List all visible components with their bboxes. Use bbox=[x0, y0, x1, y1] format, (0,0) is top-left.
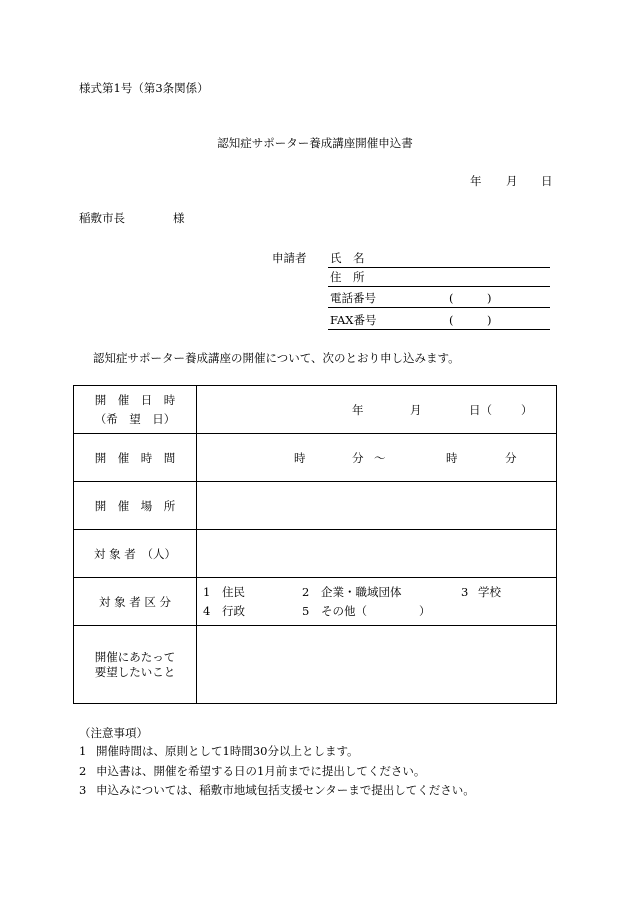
category-options bbox=[197, 578, 556, 625]
row-category bbox=[74, 578, 556, 626]
applicant-fax-label: FAX番号 bbox=[330, 313, 377, 327]
row-venue bbox=[74, 482, 556, 530]
note-3-text: 申込みについては、稲敷市地域包括支援センターまで提出してください。 bbox=[96, 783, 475, 797]
note-2-number: 2 bbox=[79, 764, 87, 778]
venue-label-text: 開 催 場 所 bbox=[94, 498, 176, 513]
requests-input[interactable] bbox=[197, 626, 556, 703]
requests-label-line1: 開催にあたって bbox=[94, 649, 176, 664]
option-4-text[interactable]: 行政 bbox=[222, 604, 245, 618]
fax-paren-close: ) bbox=[487, 313, 492, 327]
end-hour-label: 時 bbox=[446, 451, 458, 465]
applicant-name-label: 氏 名 bbox=[330, 251, 365, 265]
venue-label bbox=[74, 482, 197, 529]
row-schedule-date bbox=[74, 386, 556, 434]
option-5-text[interactable]: その他（ bbox=[321, 604, 367, 618]
row-participants bbox=[74, 530, 556, 578]
option-1-number: 1 bbox=[203, 585, 211, 599]
schedule-time-label bbox=[74, 434, 197, 481]
fax-paren-open: ( bbox=[449, 313, 454, 327]
note-2-text: 申込書は、開催を希望する日の1月前までに提出してください。 bbox=[96, 764, 426, 778]
schedule-month-label: 月 bbox=[410, 403, 422, 417]
start-hour-label: 時 bbox=[294, 451, 306, 465]
note-1-text: 開催時間は、原則として1時間30分以上とします。 bbox=[96, 744, 359, 758]
applicant-address-label: 住 所 bbox=[330, 270, 365, 284]
schedule-date-label-line1: 開 催 日 時 bbox=[94, 392, 176, 407]
option-2-number: 2 bbox=[302, 585, 310, 599]
applicant-fax-field[interactable] bbox=[328, 312, 550, 330]
applicant-address-field[interactable] bbox=[328, 269, 550, 287]
note-3-number: 3 bbox=[79, 783, 87, 797]
schedule-time-label-text: 開 催 時 間 bbox=[94, 450, 176, 465]
schedule-date-label bbox=[74, 386, 197, 433]
notes-heading: （注意事項） bbox=[79, 726, 148, 740]
option-5-close: ） bbox=[419, 604, 431, 618]
category-label-text: 対 象 者 区 分 bbox=[98, 594, 172, 609]
schedule-date-input[interactable] bbox=[197, 386, 556, 433]
addressee-name: 稲敷市長 bbox=[79, 211, 125, 225]
phone-paren-open: ( bbox=[449, 291, 454, 305]
row-requests bbox=[74, 626, 556, 703]
date-month-label: 月 bbox=[506, 174, 518, 188]
schedule-date-label-line2: （希 望 日） bbox=[94, 411, 176, 426]
venue-input[interactable] bbox=[197, 482, 556, 529]
applicant-name-field[interactable] bbox=[328, 250, 550, 268]
option-2-text[interactable]: 企業・職域団体 bbox=[321, 585, 402, 599]
start-minute-label: 分 bbox=[352, 451, 364, 465]
option-1-text[interactable]: 住民 bbox=[222, 585, 245, 599]
category-label bbox=[74, 578, 197, 625]
note-1-number: 1 bbox=[79, 744, 87, 758]
option-3-text[interactable]: 学校 bbox=[478, 585, 501, 599]
requests-label-line2: 要望したいこと bbox=[94, 664, 176, 679]
applicant-phone-label: 電話番号 bbox=[330, 291, 376, 305]
date-day-label: 日 bbox=[541, 174, 553, 188]
schedule-day-label: 日（ bbox=[469, 403, 492, 417]
schedule-weekday-close: ） bbox=[521, 403, 533, 417]
participants-label bbox=[74, 530, 197, 577]
form-number: 様式第1号（第3条関係） bbox=[79, 81, 209, 95]
addressee-honorific: 様 bbox=[173, 211, 185, 225]
applicant-label: 申請者 bbox=[272, 251, 307, 265]
option-3-number: 3 bbox=[461, 585, 469, 599]
application-table bbox=[73, 385, 557, 704]
schedule-time-input[interactable] bbox=[197, 434, 556, 481]
requests-label bbox=[74, 626, 197, 703]
option-5-number: 5 bbox=[302, 604, 310, 618]
document-title: 認知症サポーター養成講座開催申込書 bbox=[217, 136, 413, 150]
phone-paren-close: ) bbox=[487, 291, 492, 305]
option-4-number: 4 bbox=[203, 604, 211, 618]
applicant-phone-field[interactable] bbox=[328, 290, 550, 308]
participants-input[interactable] bbox=[197, 530, 556, 577]
date-year-label: 年 bbox=[470, 174, 482, 188]
row-schedule-time bbox=[74, 434, 556, 482]
end-minute-label: 分 bbox=[505, 451, 517, 465]
intro-text: 認知症サポーター養成講座の開催について、次のとおり申し込みます。 bbox=[93, 351, 460, 365]
schedule-year-label: 年 bbox=[352, 403, 364, 417]
participants-label-text: 対 象 者 （人） bbox=[93, 546, 177, 561]
time-range-separator: ～ bbox=[374, 451, 386, 465]
